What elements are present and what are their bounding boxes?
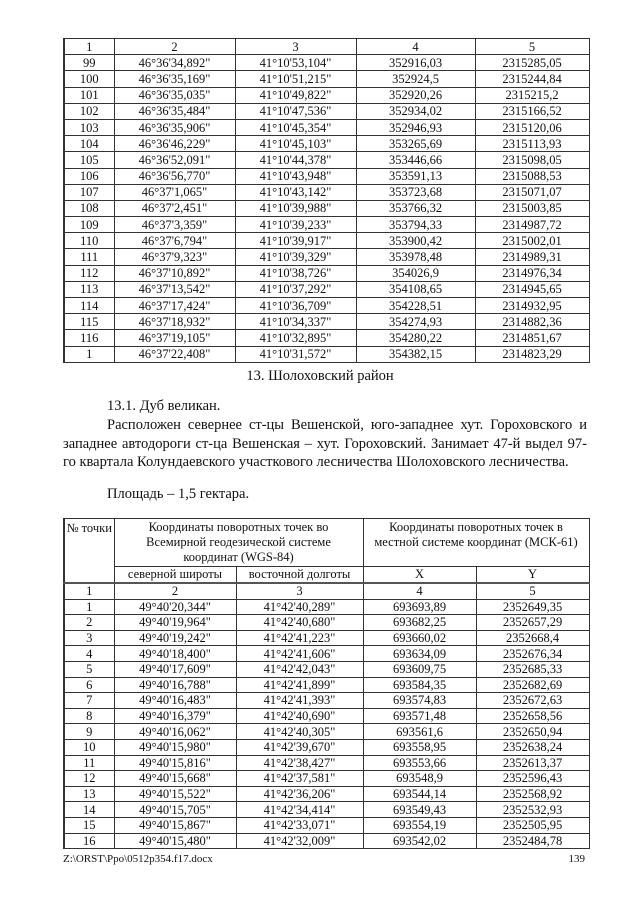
header-msk61: Координаты поворотных точек в местной системе координат (МСК-61): [363, 519, 589, 567]
table-cell: 693634,09: [363, 646, 476, 662]
table-cell: 112: [64, 265, 114, 281]
table-cell: 105: [64, 152, 114, 168]
table-cell: 2352596,43: [476, 771, 589, 787]
table-cell: 46°36'34,892": [114, 55, 235, 71]
section-heading: 13. Шолоховский район: [246, 368, 394, 384]
table-row: [64, 646, 589, 662]
table-cell: 2314989,31: [475, 249, 589, 265]
table-cell: 2: [64, 615, 114, 631]
table-cell: 6: [64, 677, 114, 693]
table-cell: 693561,6: [363, 724, 476, 740]
table-cell: 693554,19: [363, 817, 476, 833]
header-wgs84: Координаты поворотных точек во Всемирной геодезической системе координат (WGS-84): [114, 519, 363, 567]
table-cell: 693549,43: [363, 802, 476, 818]
table-cell: 2314851,67: [475, 330, 589, 346]
table-cell: 41°42'41,899": [236, 677, 363, 693]
table-cell: 41°42'40,289": [236, 599, 363, 615]
table-cell: 353900,42: [356, 233, 475, 249]
table-cell: 41°10'38,726": [235, 265, 356, 281]
table-cell: 4: [356, 39, 475, 55]
table-row: [64, 217, 589, 233]
page-number: 139: [568, 853, 585, 865]
table-cell: 41°10'36,709": [235, 298, 356, 314]
header-x: X: [363, 567, 476, 584]
table-cell: 3: [235, 39, 356, 55]
table-cell: 113: [64, 281, 114, 297]
table-cell: 2352505,95: [476, 817, 589, 833]
table-cell: 49°40'19,242": [114, 630, 236, 646]
coordinates-table-continued: [63, 38, 590, 363]
table-cell: 2352657,29: [476, 615, 589, 631]
table-cell: 352916,03: [356, 55, 475, 71]
table-cell: 353446,66: [356, 152, 475, 168]
table-cell: 46°37'17,424": [114, 298, 235, 314]
table-cell: 693693,89: [363, 599, 476, 615]
table-cell: 352946,93: [356, 119, 475, 135]
table-cell: 13: [64, 786, 114, 802]
table-cell: 41°42'37,581": [236, 771, 363, 787]
subsection-title: 13.1. Дуб великан.: [107, 398, 221, 414]
table-cell: 353766,32: [356, 200, 475, 216]
table-cell: 14: [64, 802, 114, 818]
table-cell: 2315002,01: [475, 233, 589, 249]
table-cell: 693574,83: [363, 693, 476, 709]
table-cell: 49°40'20,344": [114, 599, 236, 615]
table-cell: 41°42'33,071": [236, 817, 363, 833]
table-cell: 353723,68: [356, 184, 475, 200]
table-cell: 2352568,92: [476, 786, 589, 802]
table-cell: 41°10'43,142": [235, 184, 356, 200]
table-cell: 111: [64, 249, 114, 265]
table-cell: 46°36'46,229": [114, 136, 235, 152]
table-row: [64, 724, 589, 740]
table-cell: 41°42'36,206": [236, 786, 363, 802]
table-cell: 2352484,78: [476, 833, 589, 849]
table-cell: 352924,5: [356, 71, 475, 87]
table-row: [64, 200, 589, 216]
table-cell: 41°42'41,393": [236, 693, 363, 709]
table-row: [64, 103, 589, 119]
table-row: [64, 833, 589, 849]
table-cell: 2352532,93: [476, 802, 589, 818]
table-cell: 2: [114, 39, 235, 55]
table-cell: 110: [64, 233, 114, 249]
table-cell: 693584,35: [363, 677, 476, 693]
table-cell: 4: [363, 583, 476, 599]
header-point-number: № точки: [64, 519, 114, 584]
table-cell: 49°40'15,480": [114, 833, 236, 849]
table-row: [64, 661, 589, 677]
table-cell: 2352668,4: [476, 630, 589, 646]
table-cell: 2315166,52: [475, 103, 589, 119]
table-cell: 2315113,93: [475, 136, 589, 152]
table-cell: 693571,48: [363, 708, 476, 724]
table-cell: 352934,02: [356, 103, 475, 119]
table-cell: 41°42'32,009": [236, 833, 363, 849]
table-cell: 41°10'31,572": [235, 346, 356, 362]
table-cell: 102: [64, 103, 114, 119]
table-row: [64, 677, 589, 693]
table-cell: 46°36'35,035": [114, 87, 235, 103]
table-row: [64, 87, 589, 103]
table-cell: 693660,02: [363, 630, 476, 646]
table-cell: 49°40'15,980": [114, 739, 236, 755]
table-row: [64, 771, 589, 787]
table-cell: 354026,9: [356, 265, 475, 281]
table-cell: 2352676,34: [476, 646, 589, 662]
table-cell: 41°42'34,414": [236, 802, 363, 818]
table-cell: 41°10'49,822": [235, 87, 356, 103]
table-cell: 2352682,69: [476, 677, 589, 693]
table-cell: 2315244,84: [475, 71, 589, 87]
table-cell: 49°40'16,062": [114, 724, 236, 740]
table-cell: 41°42'40,690": [236, 708, 363, 724]
table-cell: 49°40'15,522": [114, 786, 236, 802]
table-cell: 41°10'37,292": [235, 281, 356, 297]
table-cell: 49°40'16,788": [114, 677, 236, 693]
table-row: [64, 71, 589, 87]
table-cell: 2314882,36: [475, 314, 589, 330]
table-row: [64, 249, 589, 265]
table-cell: 41°10'39,988": [235, 200, 356, 216]
table-cell: 353591,13: [356, 168, 475, 184]
table-cell: 41°10'34,337": [235, 314, 356, 330]
table-row: [64, 168, 589, 184]
table-cell: 1: [64, 39, 114, 55]
table-row: [64, 346, 589, 362]
table-cell: 5: [476, 583, 589, 599]
table-cell: 4: [64, 646, 114, 662]
table-cell: 49°40'17,609": [114, 661, 236, 677]
description-paragraph: Расположен севернее ст-цы Вешенской, юго-западнее хут. Гороховского и западнее автодороги ст-ца Вешенская – хут. Гороховский. Занимает 47-й выдел 97-го квартала Колундаевского участкового лесничества Шолоховского лесничества.: [63, 417, 587, 470]
table-cell: 103: [64, 119, 114, 135]
table-row: [64, 265, 589, 281]
table-cell: 2314976,34: [475, 265, 589, 281]
table-row: [64, 136, 589, 152]
table-cell: 49°40'16,483": [114, 693, 236, 709]
table-cell: 2352613,37: [476, 755, 589, 771]
table-cell: 2: [114, 583, 236, 599]
column-number-row: [64, 583, 589, 599]
table-cell: 41°10'45,354": [235, 119, 356, 135]
table-row: [64, 615, 589, 631]
table-cell: 2352638,24: [476, 739, 589, 755]
table-cell: 354228,51: [356, 298, 475, 314]
header-y: Y: [476, 567, 589, 584]
table-row: [64, 739, 589, 755]
table-cell: 49°40'18,400": [114, 646, 236, 662]
table-cell: 2314932,95: [475, 298, 589, 314]
table-row: [64, 298, 589, 314]
table-cell: 12: [64, 771, 114, 787]
table-row: [64, 693, 589, 709]
table-cell: 106: [64, 168, 114, 184]
table-cell: 354280,22: [356, 330, 475, 346]
table-cell: 2314945,65: [475, 281, 589, 297]
table-cell: 2352672,63: [476, 693, 589, 709]
table-cell: 46°37'18,932": [114, 314, 235, 330]
table-cell: 15: [64, 817, 114, 833]
table-cell: 2315120,06: [475, 119, 589, 135]
table-cell: 693682,25: [363, 615, 476, 631]
footer-file-path: Z:\ORST\Ppo\0512p354.f17.docx: [63, 853, 213, 865]
table-cell: 100: [64, 71, 114, 87]
table-cell: 41°42'40,305": [236, 724, 363, 740]
area-paragraph: Площадь – 1,5 гектара.: [107, 486, 250, 502]
table-cell: 46°36'52,091": [114, 152, 235, 168]
table-cell: 41°10'32,895": [235, 330, 356, 346]
table-cell: 353265,69: [356, 136, 475, 152]
table-cell: 46°36'35,906": [114, 119, 235, 135]
table-cell: 693558,95: [363, 739, 476, 755]
table-cell: 41°10'39,233": [235, 217, 356, 233]
table-row: [64, 630, 589, 646]
table-cell: 352920,26: [356, 87, 475, 103]
table-cell: 2315098,05: [475, 152, 589, 168]
table-cell: 41°42'38,427": [236, 755, 363, 771]
table-cell: 693542,02: [363, 833, 476, 849]
table-cell: 16: [64, 833, 114, 849]
table-row: [64, 802, 589, 818]
table-cell: 41°42'41,606": [236, 646, 363, 662]
table-cell: 49°40'15,705": [114, 802, 236, 818]
table-cell: 2314987,72: [475, 217, 589, 233]
table-cell: 46°36'35,484": [114, 103, 235, 119]
table-cell: 2315215,2: [475, 87, 589, 103]
table-row: [64, 314, 589, 330]
table-row: [64, 281, 589, 297]
table-row: [64, 708, 589, 724]
table-cell: 693544,14: [363, 786, 476, 802]
table-cell: 1: [64, 599, 114, 615]
table-cell: 353794,33: [356, 217, 475, 233]
table-cell: 41°10'39,917": [235, 233, 356, 249]
table-cell: 41°10'43,948": [235, 168, 356, 184]
table-cell: 8: [64, 708, 114, 724]
table-cell: 49°40'16,379": [114, 708, 236, 724]
table-cell: 108: [64, 200, 114, 216]
table-row: [64, 755, 589, 771]
table-cell: 2315285,05: [475, 55, 589, 71]
table-row: [64, 233, 589, 249]
table-cell: 49°40'15,816": [114, 755, 236, 771]
table-row: [64, 55, 589, 71]
table-row: [64, 817, 589, 833]
table-cell: 46°37'2,451": [114, 200, 235, 216]
table-row: [64, 786, 589, 802]
table-cell: 49°40'19,964": [114, 615, 236, 631]
table-cell: 46°37'3,359": [114, 217, 235, 233]
table-cell: 41°10'44,378": [235, 152, 356, 168]
table-cell: 46°37'19,105": [114, 330, 235, 346]
table-cell: 49°40'15,668": [114, 771, 236, 787]
table-cell: 2315088,53: [475, 168, 589, 184]
table-cell: 41°10'39,329": [235, 249, 356, 265]
table-cell: 41°42'41,223": [236, 630, 363, 646]
table-cell: 354382,15: [356, 346, 475, 362]
table-cell: 46°37'13,542": [114, 281, 235, 297]
table-cell: 46°37'22,408": [114, 346, 235, 362]
table-cell: 114: [64, 298, 114, 314]
table-cell: 46°37'6,794": [114, 233, 235, 249]
table-row: [64, 152, 589, 168]
table-cell: 46°37'9,323": [114, 249, 235, 265]
table-cell: 693553,66: [363, 755, 476, 771]
table-cell: 11: [64, 755, 114, 771]
table-cell: 2352649,35: [476, 599, 589, 615]
table-cell: 2315071,07: [475, 184, 589, 200]
table-cell: 104: [64, 136, 114, 152]
table-cell: 107: [64, 184, 114, 200]
table-cell: 41°42'40,680": [236, 615, 363, 631]
table-cell: 41°10'45,103": [235, 136, 356, 152]
table-cell: 354108,65: [356, 281, 475, 297]
table-cell: 1: [64, 346, 114, 362]
table-cell: 3: [64, 630, 114, 646]
table-cell: 2314823,29: [475, 346, 589, 362]
table-cell: 41°10'47,536": [235, 103, 356, 119]
table-cell: 2352685,33: [476, 661, 589, 677]
table-cell: 41°10'53,104": [235, 55, 356, 71]
table-row: [64, 599, 589, 615]
table-cell: 49°40'15,867": [114, 817, 236, 833]
table-cell: 115: [64, 314, 114, 330]
table-cell: 5: [64, 661, 114, 677]
table-cell: 693609,75: [363, 661, 476, 677]
table-cell: 7: [64, 693, 114, 709]
table-cell: 46°37'1,065": [114, 184, 235, 200]
table-row: [64, 330, 589, 346]
header-longitude: восточной долготы: [236, 567, 363, 584]
table-cell: 5: [475, 39, 589, 55]
table-cell: 46°36'56,770": [114, 168, 235, 184]
column-number-row: [64, 39, 589, 55]
table-cell: 46°36'35,169": [114, 71, 235, 87]
header-latitude: северной широты: [114, 567, 236, 584]
table-cell: 10: [64, 739, 114, 755]
table-cell: 2352658,56: [476, 708, 589, 724]
table-cell: 41°42'39,670": [236, 739, 363, 755]
table-cell: 99: [64, 55, 114, 71]
table-cell: 116: [64, 330, 114, 346]
table-cell: 353978,48: [356, 249, 475, 265]
table-cell: 41°10'51,215": [235, 71, 356, 87]
table-cell: 41°42'42,043": [236, 661, 363, 677]
table-cell: 2315003,85: [475, 200, 589, 216]
table-cell: 354274,93: [356, 314, 475, 330]
table-cell: 9: [64, 724, 114, 740]
coordinates-table-oak: [63, 518, 590, 849]
table-row: [64, 184, 589, 200]
table-cell: 109: [64, 217, 114, 233]
table-cell: 693548,9: [363, 771, 476, 787]
table-row: [64, 119, 589, 135]
table-cell: 2352650,94: [476, 724, 589, 740]
table-cell: 101: [64, 87, 114, 103]
table-cell: 3: [236, 583, 363, 599]
table-cell: 1: [64, 583, 114, 599]
table-cell: 46°37'10,892": [114, 265, 235, 281]
